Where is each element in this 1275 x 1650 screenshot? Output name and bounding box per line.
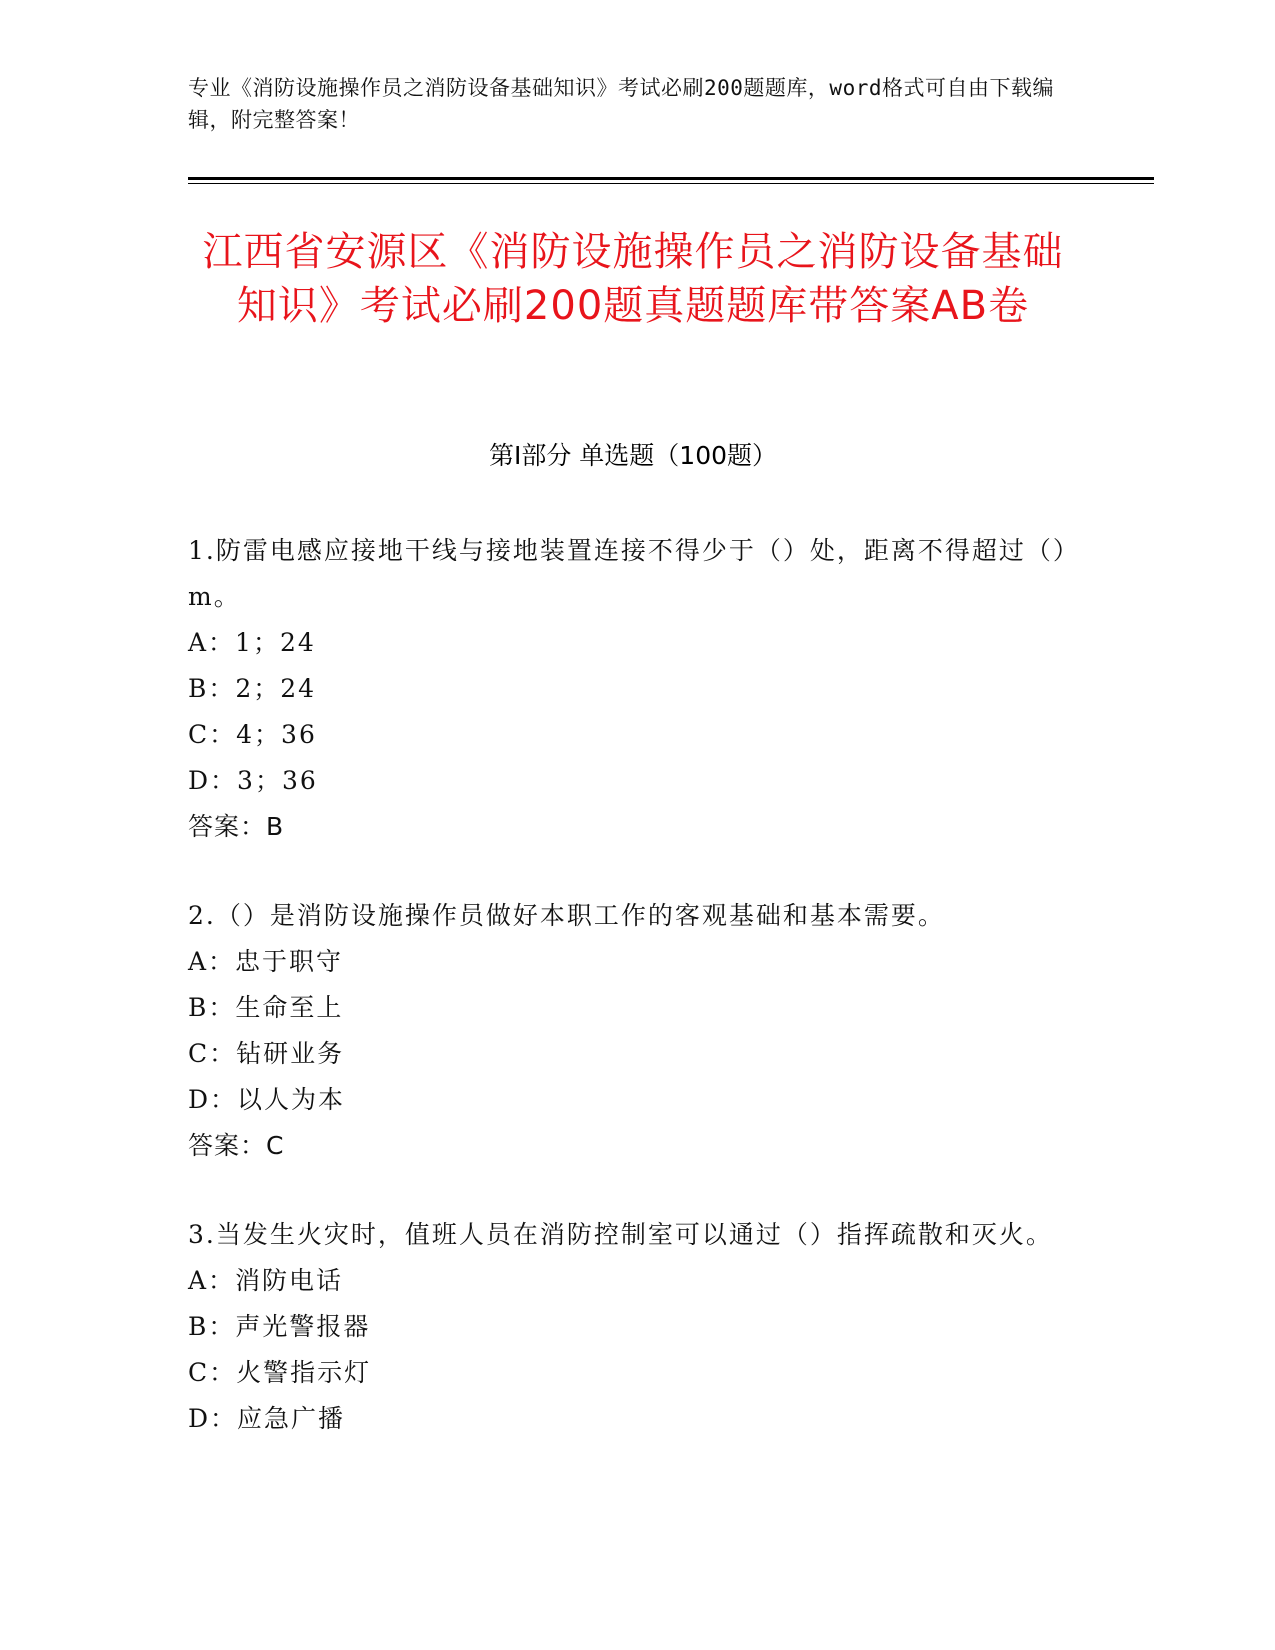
- question-stem: 2.（）是消防设施操作员做好本职工作的客观基础和基本需要。: [188, 901, 945, 930]
- option-a: A：1；24: [188, 628, 316, 657]
- header-divider-thick: [188, 177, 1154, 180]
- option-c: C：钻研业务: [188, 1039, 345, 1068]
- header-note: 专业《消防设施操作员之消防设备基础知识》考试必刷200题题库，word格式可自由下载编辑，附完整答案！: [188, 76, 1054, 132]
- question-stem: 3.当发生火灾时，值班人员在消防控制室可以通过（）指挥疏散和灭火。: [188, 1220, 1053, 1249]
- option-a: A：忠于职守: [188, 947, 344, 976]
- option-d: D：3；36: [188, 766, 318, 795]
- document-title: 江西省安源区《消防设施操作员之消防设备基础知识》考试必刷200题真题题库带答案AB卷: [202, 229, 1064, 329]
- question-1: [188, 528, 1068, 850]
- header-divider-thin: [188, 183, 1154, 184]
- option-b: B：声光警报器: [188, 1312, 371, 1341]
- option-c: C：火警指示灯: [188, 1358, 372, 1387]
- option-c: C：4；36: [188, 720, 317, 749]
- question-2: [188, 893, 1068, 1169]
- option-b: B：生命至上: [188, 993, 344, 1022]
- option-d: D：应急广播: [188, 1404, 346, 1433]
- answer-line: 答案：B: [188, 812, 285, 841]
- option-b: B：2；24: [188, 674, 317, 703]
- answer-line: 答案：C: [188, 1131, 285, 1160]
- question-3: [188, 1212, 1068, 1442]
- section-title: 第Ⅰ部分 单选题（100题）: [488, 441, 778, 470]
- question-stem: 1.防雷电感应接地干线与接地装置连接不得少于（）处，距离不得超过（）m。: [188, 536, 1068, 611]
- option-a: A：消防电话: [188, 1266, 344, 1295]
- option-d: D：以人为本: [188, 1085, 346, 1114]
